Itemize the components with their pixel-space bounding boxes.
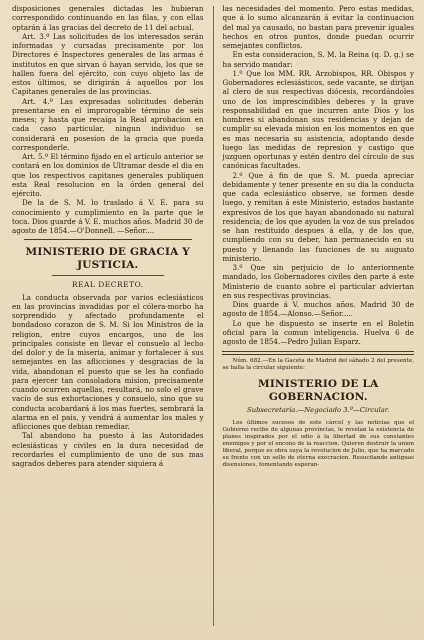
decree-heading: REAL DECRETO. (71, 280, 144, 290)
paragraph: En esta consideracion, S. M. la Reina (q. D. g.) se ha servido mandar: (222, 50, 414, 69)
ministry-heading: MINISTERIO DE GRACIA Y JUSTICIA. (25, 246, 190, 272)
paragraph: 3.º Que sin perjuicio de lo anteriormente mandado, los Gobernadores civiles den parte á este Ministerio de cuanto sobre el particular adviertan en sus respectivas provincias. (222, 263, 414, 300)
paragraph: De la de S. M. lo traslado á V. E. para su conocimiento y cumplimiento en la parte que le toca. Dios guarde á V. E. muchos años. Madrid 30 de agosto de 1854.—O'Donnell. —Señor.... (12, 198, 204, 235)
paragraph: 2.º Que á fin de que S. M. pueda apreciar debidamente y tener presente en su dia la conducta que cada eclesiástico observe, se formen desde luego, y remitan á este Ministerio, estados bastante expresivos de los que hayan abandonado su natural residencia; de los que ayuden la voz de sus prelados se han restituido despues á ella, y de los que, cumpliendo con su deber, han permanecido en su puesto y llenando las funciones de su augusto ministerio. (222, 170, 414, 263)
paragraph: Tal abandono ha puesto á las Autoridades eclesiásticas y civiles en la dura necesidad de recordarles el cumplimiento de uno de sus mas sagrados deberes para atender siquiera á (12, 431, 204, 468)
ministry-heading: MINISTERIO DE LA GOBERNACION. (258, 378, 379, 404)
column-divider (213, 6, 214, 626)
paragraph: Lo que he dispuesto se inserte en el Boletin oficial para la comun inteligencia. Huelva 6 de agosto de 1854.—Pedro Julian Esparz. (222, 318, 414, 346)
paragraph: Art. 4.º Las expresadas solicitudes deberán presentarse en el improrogable término de seis meses; y hasta que recaiga la Real aprobacion en cada caso particular, ningun individuo se considerará en posesion de la gracia que pueda corresponderle. (12, 96, 204, 152)
paragraph: Art. 5.º El término fijado en el artículo anterior se contará en los dominios de Ultramar desde el dia en que los respectivos capitanes generales publiquen esta Real resolucion en la órden general del ejército. (12, 152, 204, 198)
paragraph: 1.º Que los MM. RR. Arzobispos, RR. Obispos y Gobernadores eclesiásticos, sede vacante, se dirijan al clero de sus respectivas diócesis, recordándoles uno de los imprescindibles deberes y la grave responsabilidad en que incurren ante Dios y los hombres si abandonan sus residencias y dejan de cumplir su elevada mision en los momentos en que es mas necesaria su asistencia, adoptando desde luego las medidas de represion y castigo que juzguen oportunas y estén dentro del círculo de sus canónicas facultades. (222, 68, 414, 171)
paragraph: disposiciones generales dictadas les hubieran correspondido continuando en las filas, y con ellas optarán á las gracias del decreto de 11 del actual. (12, 4, 204, 32)
paragraph: Los últimos sucesos de este cárcel y las noticias que el Gobierno recibe de algunas provincias, le revelan la existencia de planes inspirados por el odio á la libertad de sus constantes enemigos y por el encono de la reaccion. Quieren destruir la union liberal, porque es obra suya la revolucion de Julio, que ha marcado su frente con un sello de eterna execracion. Resucitando antiguas disensiones, fomentando esperan- (222, 419, 414, 468)
right-column (222, 4, 414, 640)
paragraph: Art. 3.º Las solicitudes de los interesados serán informadas y cursadas precisamente por los Directores é Inspectores generales de las armas é institutos en que sirvan ó hayan servido, los que se hallen fuera del ejército, con cuyo objeto las de estos últimos, se dirigirán á aquellos por los Capitanes generales de las provincias. (12, 31, 204, 97)
left-column (12, 4, 204, 640)
notice-line: Núm. 682.—En la Gaceta de Madrid del sábado 2 del presente, se halla la circular siguiente: (222, 358, 414, 372)
circular-subheading: Subsecretaría.—Negociado 3.º—Circular. (247, 406, 390, 415)
section-divider (24, 239, 192, 240)
paragraph: Dios guarde á V. muchos años. Madrid 30 de agosto de 1854.—Alonso.—Señor..... (222, 300, 414, 319)
paragraph: La conducta observada por varios eclesiásticos en las provincias invadidas por el cólera-morbo ha sorprendido y afectado profundamente el bondadoso corazon de S. M. Si los Ministros de la religion, entre cuyos encargos, uno de los principales consiste en llevar el consuelo al lecho del dolor y de la miseria, animar y fortalecer á sus semejantes en las aflicciones y desgracias de la vida, abandonan el puesto que se les ha confiado para ejercer tan consoladora mision, precisamente cuando ocurren aquellas, resultará, no solo el grave vacío de sus exhortaciones y consuelo, sino que su conducta acobardará á los mas fuertes, sembrará la alarma en el pais, y vendrá á aumentar los males y aflicciones que debian remediar. (12, 292, 204, 431)
paragraph: las necesidades del momento. Pero estas medidas, que á lo sumo alcanzarán á evitar la continuacion del mal ya causado, no bastan para prevenir iguales hechos en otros puntos, donde puedan ocurrir semejantes conflictos. (222, 4, 414, 50)
section-divider (222, 351, 414, 355)
heading-rule (52, 275, 164, 276)
